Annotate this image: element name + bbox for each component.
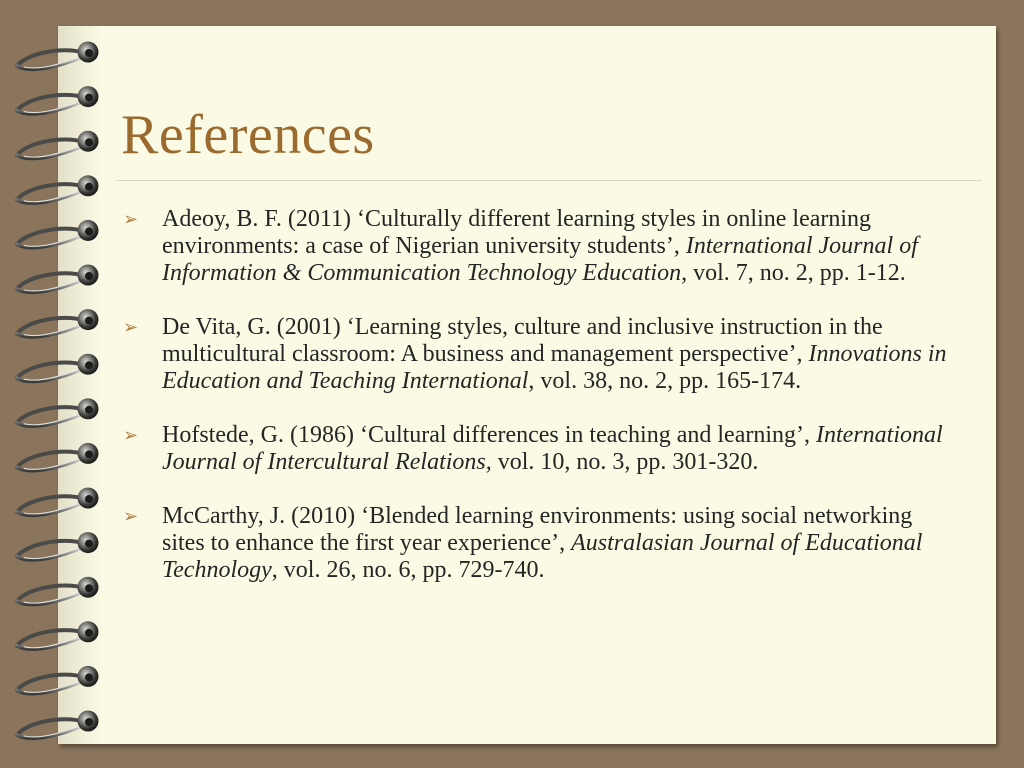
spiral-ring (17, 309, 99, 337)
spiral-ring (17, 532, 99, 560)
reference-text: McCarthy, J. (2010) ‘Blended learning environments: using social networking sites to enhance the first year experience’, (162, 503, 913, 556)
spiral-ring (17, 265, 99, 293)
reference-text: Adeoy, B. F. (2011) ‘Culturally different learning styles in online learning environments: a case of Nigerian university students’, (162, 206, 872, 259)
reference-item (120, 206, 960, 287)
spiral-ring (17, 621, 99, 649)
journal-title: International Journal of Information & Communication Technology Education, (162, 233, 918, 286)
reference-details: vol. 7, no. 2, pp. 1-12. (687, 260, 906, 286)
spiral-ring (17, 443, 99, 471)
title-divider (116, 180, 982, 181)
spiral-binding (0, 0, 110, 768)
spiral-ring (17, 131, 99, 159)
spiral-ring (17, 488, 99, 516)
journal-title: International Journal of Intercultural Relations, (162, 422, 943, 475)
arrow-bullet-icon: ➢ (123, 209, 139, 229)
page-title: References (121, 104, 375, 166)
reference-details: vol. 10, no. 3, pp. 301-320. (491, 449, 759, 475)
reference-item (120, 422, 960, 476)
spiral-ring (17, 175, 99, 203)
reference-item (120, 503, 960, 584)
journal-title: Australasian Journal of Educational Technology (162, 530, 923, 583)
arrow-bullet-icon: ➢ (123, 425, 139, 445)
spiral-ring (17, 666, 99, 694)
spiral-ring (17, 354, 99, 382)
spiral-ring (17, 42, 99, 70)
reference-text: De Vita, G. (2001) ‘Learning styles, culture and inclusive instruction in the multicultural classroom: A business and management perspective’, (162, 314, 883, 367)
arrow-bullet-icon: ➢ (123, 317, 139, 337)
arrow-bullet-icon: ➢ (123, 506, 139, 526)
journal-title: Innovations in Education and Teaching International (162, 341, 947, 394)
reference-item (120, 314, 960, 395)
reference-list (120, 206, 960, 584)
spiral-ring (17, 86, 99, 114)
reference-details: , vol. 26, no. 6, pp. 729-740. (271, 557, 545, 583)
reference-text: Hofstede, G. (1986) ‘Cultural differences in teaching and learning’, (162, 422, 816, 448)
spiral-ring (17, 398, 99, 426)
spiral-ring (17, 577, 99, 605)
spiral-ring (17, 220, 99, 248)
reference-details: , vol. 38, no. 2, pp. 165-174. (528, 368, 802, 394)
spiral-ring (17, 711, 99, 739)
